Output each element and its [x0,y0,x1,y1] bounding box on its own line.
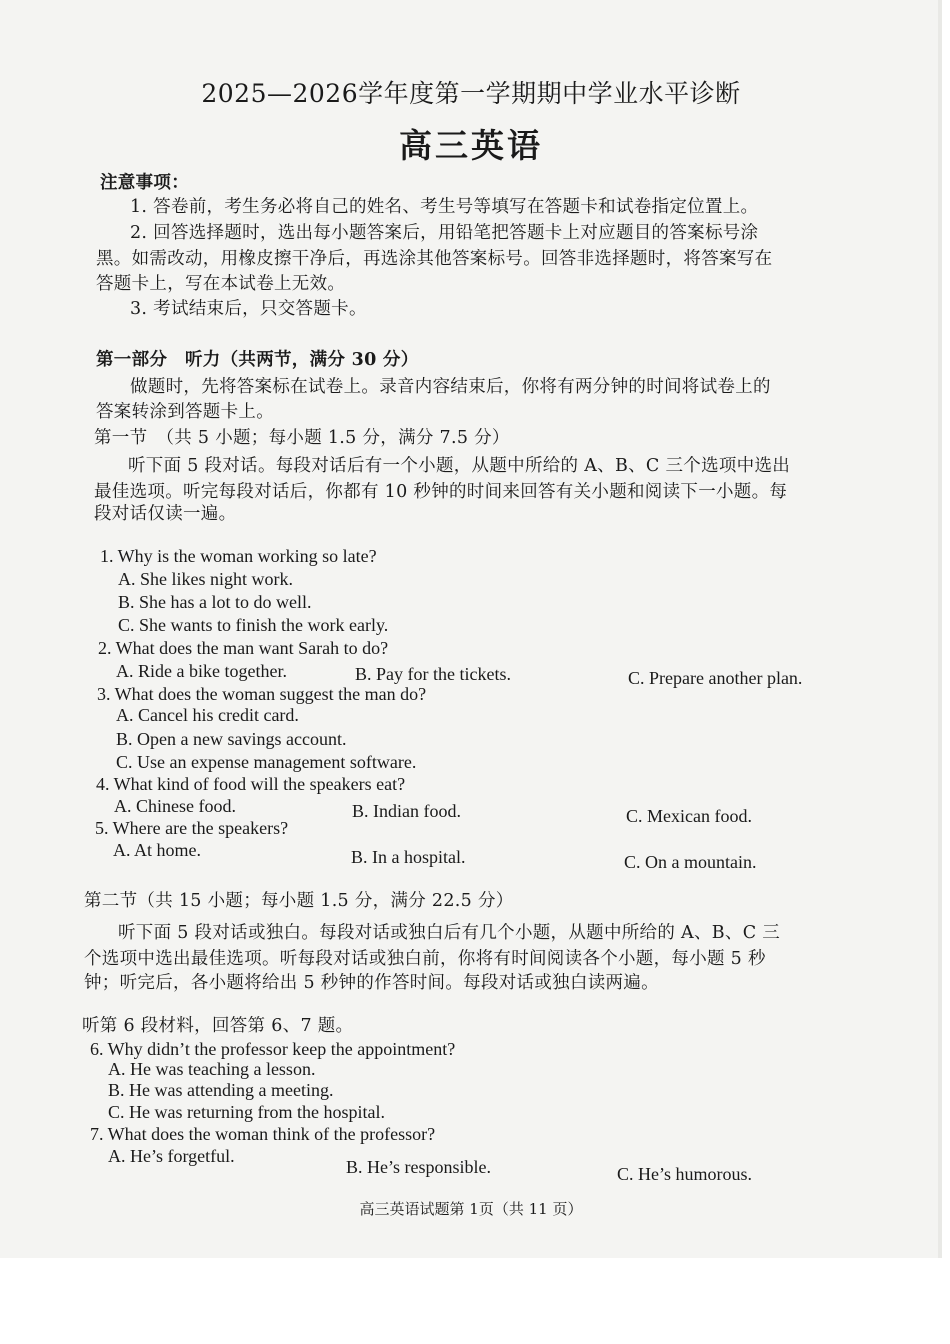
question-6-option-a: A. He was teaching a lesson. [108,1059,316,1079]
subject-title: 高三英语 [399,126,543,165]
notice-heading: 注意事项： [100,173,189,193]
section2-intro-line-1: 听下面 5 段对话或独白。每段对话或独白后有几个小题，从题中所给的 A、B、C 三 [118,923,781,943]
section1-intro-line-3: 段对话仅读一遍。 [94,504,237,524]
question-3-option-a: A. Cancel his credit card. [116,705,299,725]
question-7-option-b: B. He’s responsible. [346,1157,491,1177]
question-1-option-c: C. She wants to finish the work early. [118,615,389,635]
question-2-option-c: C. Prepare another plan. [628,668,803,688]
question-1-option-b: B. She has a lot to do well. [118,592,312,612]
section1-intro-line-2: 最佳选项。听完每段对话后，你都有 10 秒钟的时间来回答有关小题和阅读下一小题。每 [94,482,788,502]
question-2-stem: 2. What does the man want Sarah to do? [98,638,389,658]
question-3-stem: 3. What does the woman suggest the man do? [97,684,427,704]
question-4-option-b: B. Indian food. [352,801,461,821]
section1-heading: 第一节 （共 5 小题；每小题 1.5 分，满分 7.5 分） [94,428,510,448]
question-4-option-c: C. Mexican food. [626,806,752,826]
material-6-instruction: 听第 6 段材料，回答第 6、7 题。 [82,1016,354,1036]
notice-item-2-line-2: 黑。如需改动，用橡皮擦干净后，再选涂其他答案标号。回答非选择题时，将答案写在 [96,249,773,269]
question-7-stem: 7. What does the woman think of the professor? [90,1124,436,1144]
part1-heading: 第一部分 听力（共两节，满分 30 分） [96,350,419,370]
question-2-option-b: B. Pay for the tickets. [355,664,511,684]
question-7-option-a: A. He’s forgetful. [108,1146,235,1166]
question-6-option-b: B. He was attending a meeting. [108,1080,334,1100]
question-4-option-a: A. Chinese food. [114,796,236,816]
part1-intro-line-2: 答案转涂到答题卡上。 [96,402,274,422]
section2-intro-line-2: 个选项中选出最佳选项。听每段对话或独白前，你将有时间阅读各个小题，每小题 5 秒 [84,949,766,969]
question-6-option-c: C. He was returning from the hospital. [108,1102,385,1122]
notice-item-2-line-1: 2. 回答选择题时，选出每小题答案后，用铅笔把答题卡上对应题目的答案标号涂 [130,223,759,243]
section1-intro-line-1: 听下面 5 段对话。每段对话后有一个小题，从题中所给的 A、B、C 三个选项中选出 [128,456,791,476]
question-5-option-b: B. In a hospital. [351,847,466,867]
question-7-option-c: C. He’s humorous. [617,1164,752,1184]
question-5-stem: 5. Where are the speakers? [95,818,289,838]
notice-item-1: 1. 答卷前，考生务必将自己的姓名、考生号等填写在答题卡和试卷指定位置上。 [130,197,759,217]
question-5-option-c: C. On a mountain. [624,852,757,872]
section2-heading: 第二节（共 15 小题；每小题 1.5 分，满分 22.5 分） [84,891,514,911]
question-3-option-b: B. Open a new savings account. [116,729,347,749]
question-4-stem: 4. What kind of food will the speakers eat? [96,774,406,794]
page-footer: 高三英语试题第 1页（共 11 页） [359,1200,583,1218]
question-3-option-c: C. Use an expense management software. [116,752,417,772]
question-2-option-a: A. Ride a bike together. [116,661,287,681]
part1-intro-line-1: 做题时，先将答案标在试卷上。录音内容结束后，你将有两分钟的时间将试卷上的 [130,377,771,397]
notice-item-2-line-3: 答题卡上，写在本试卷上无效。 [96,274,346,294]
question-1-option-a: A. She likes night work. [118,569,293,589]
question-5-option-a: A. At home. [113,840,201,860]
notice-item-3: 3. 考试结束后，只交答题卡。 [130,299,367,319]
question-6-stem: 6. Why didn’t the professor keep the appointment? [90,1039,456,1059]
question-1-stem: 1. Why is the woman working so late? [100,546,377,566]
exam-title: 2025—2026学年度第一学期期中学业水平诊断 [201,79,741,108]
section2-intro-line-3: 钟；听完后，各小题将给出 5 秒钟的作答时间。每段对话或独白读两遍。 [84,973,659,993]
